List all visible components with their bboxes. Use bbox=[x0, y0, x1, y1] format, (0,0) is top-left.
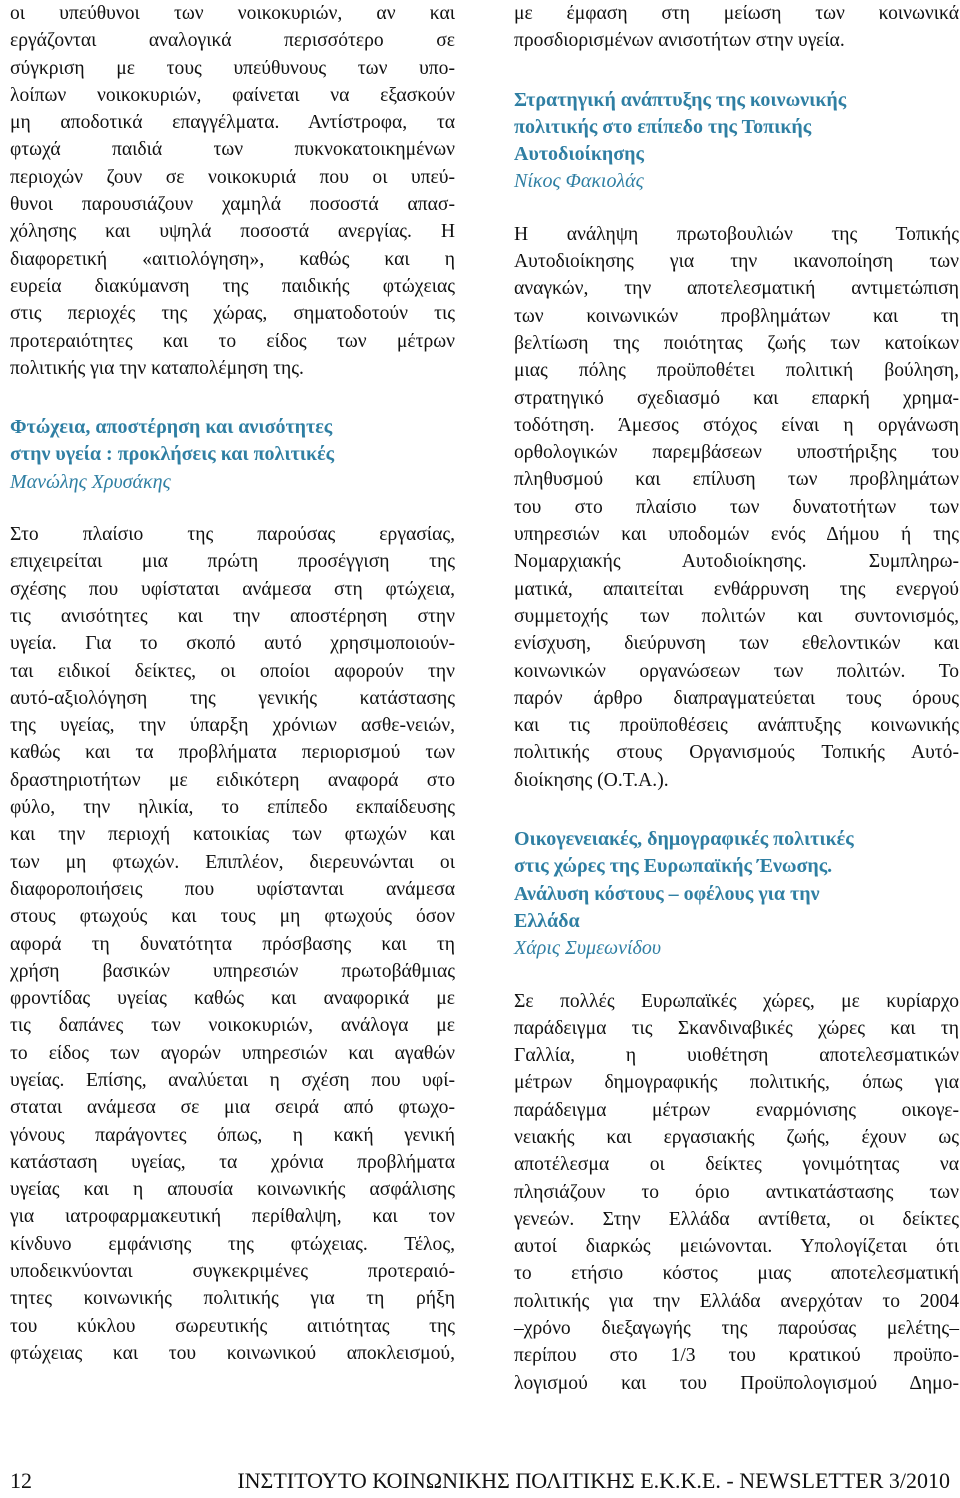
text-line: της υγείας, την ύπαρξη χρόνιων ασθε-νειών, bbox=[10, 715, 455, 737]
text-line: Η ανάληψη πρωτοβουλιών της Τοπικής bbox=[514, 223, 959, 245]
page-footer bbox=[10, 1468, 950, 1494]
text-line: αυτοί διαρκώς μειώνονται. Υπολογίζεται ότι bbox=[514, 1236, 959, 1258]
text-line: τητες κοινωνικής πολιτικής για τη ρήξη bbox=[10, 1288, 455, 1310]
text-line: Στο πλαίσιο της παρούσας εργασίας, bbox=[10, 524, 455, 546]
text-line: φύλο, την ηλικία, το επίπεδο εκπαίδευσης bbox=[10, 797, 455, 819]
text-line: στις περιοχές της χώρας, σηματοδοτούν τις bbox=[10, 303, 455, 325]
text-line: πολιτικής στο επίπεδο της Τοπικής bbox=[514, 115, 812, 138]
text-line: φτώχειας και του κοινωνικού αποκλεισμού, bbox=[10, 1342, 455, 1364]
text-line: πολιτικής για την καταπολέμηση της. bbox=[10, 357, 304, 379]
text-line: τοδότηση. Άμεσος στόχος είναι η οργάνωση bbox=[514, 414, 959, 436]
text-line: με έμφαση στη μείωση των κοινωνικά bbox=[514, 3, 959, 24]
article-title bbox=[10, 414, 455, 469]
text-line: διαφορετική «αιτιολόγηση», καθώς και η bbox=[10, 248, 455, 270]
article-author: Νίκος Φακιολάς bbox=[514, 170, 644, 193]
text-line: βελτίωση της ποιότητας ζωής των κατοίκων bbox=[514, 332, 959, 354]
text-line: Φτώχεια, αποστέρηση και ανισότητες bbox=[10, 416, 333, 439]
text-line: παρόν άρθρο διαπραγματεύεται τους όρους bbox=[514, 687, 959, 709]
left-column bbox=[10, 0, 455, 1367]
text-line: το είδος των αγορών υπηρεσιών και αγαθών bbox=[10, 1042, 455, 1064]
text-line: σύγκριση με τους υπεύθυνους των υπο- bbox=[10, 57, 455, 79]
text-line: και τις προϋποθέσεις ανάπτυξης κοινωνικής bbox=[514, 715, 959, 737]
text-line: θυνοι παρουσιάζουν χαμηλά ποσοστά απασ- bbox=[10, 194, 455, 216]
text-line: Ελλάδα bbox=[514, 909, 580, 932]
text-line: παράδειγμα τις Σκανδιναβικές χώρες και τη bbox=[514, 1017, 959, 1039]
text-line: των κοινωνικών προβλημάτων και τη bbox=[514, 305, 959, 327]
publication-name: ΙΝΣΤΙΤΟΥΤΟ ΚΟΙΝΩΝΙΚΗΣ ΠΟΛΙΤΙΚΗΣ Ε.Κ.Κ.Ε. - NEWSLETTER 3/2010 bbox=[237, 1468, 950, 1493]
text-line: για ιατροφαρμακευτική περίθαλψη, και τον bbox=[10, 1206, 455, 1228]
text-line: ευρεία διακύμανση της παιδικής φτώχειας bbox=[10, 275, 455, 297]
article-author: Χάρις Συμεωνίδου bbox=[514, 937, 662, 960]
text-line: περιοχών ζουν σε νοικοκυριά που οι υπεύ- bbox=[10, 166, 455, 188]
article-body bbox=[514, 988, 959, 1397]
text-line: ται ειδικοί δείκτες, οι οποίοι αφορούν την bbox=[10, 660, 455, 682]
text-line: διοίκησης (Ο.Τ.Α.). bbox=[514, 769, 669, 791]
text-line: χόλησης και υψηλά ποσοστά ανεργίας. Η bbox=[10, 221, 455, 243]
text-line: μη αποδοτικά επαγγέλματα. Αντίστροφα, τα bbox=[10, 112, 455, 134]
text-line: υπηρεσιών και υποδομών ενός Δήμου ή της bbox=[514, 524, 959, 546]
text-line: Ανάλυση κόστους – οφέλους για την bbox=[514, 882, 820, 905]
text-line: παράδειγμα μέτρων εναρμόνισης οικογε- bbox=[514, 1099, 959, 1121]
text-line: πλησιάζουν το όριο αντικατάστασης των bbox=[514, 1181, 959, 1203]
text-line: συμμετοχής των πολιτών και συντονισμός, bbox=[514, 605, 959, 627]
right-intro-paragraph bbox=[514, 0, 959, 55]
text-line: κατάσταση υγείας, τα χρόνια προβλήματα bbox=[10, 1151, 455, 1173]
page-number: 12 bbox=[10, 1468, 32, 1493]
text-line: πληθυσμού και επίλυση των προβλημάτων bbox=[514, 469, 959, 491]
text-line: περίπου στο 1/3 του κρατικού προϋπο- bbox=[514, 1345, 959, 1367]
text-line: του κύκλου σωρευτικής αιτιότητας της bbox=[10, 1315, 455, 1337]
text-line: φτωχά παιδιά των πυκνοκατοικημένων bbox=[10, 139, 455, 161]
text-line: τις ανισότητες και την αποστέρηση στην bbox=[10, 605, 455, 627]
text-line: διαφοροποιήσεις που υφίστανται ανάμεσα bbox=[10, 878, 455, 900]
text-line: προσδιορισμένων ανισοτήτων στην υγεία. bbox=[514, 30, 845, 52]
text-line: αυτό-αξιολόγηση της γενικής κατάστασης bbox=[10, 687, 455, 709]
left-intro-paragraph bbox=[10, 0, 455, 382]
text-line: του στο πλαίσιο των δυνατοτήτων των bbox=[514, 496, 959, 518]
text-line: υγείας και η απουσία κοινωνικής ασφάλισης bbox=[10, 1179, 455, 1201]
text-line: ορθολογικών παρεμβάσεων υποστήριξης του bbox=[514, 442, 959, 464]
article-body bbox=[514, 221, 959, 794]
text-line: Αυτοδιοίκησης bbox=[514, 143, 644, 166]
text-line: νειακής και εργασιακής ζωής, έχουν ως bbox=[514, 1126, 959, 1148]
text-line: χρήση βασικών υπηρεσιών πρωτοβάθμιας bbox=[10, 960, 455, 982]
text-line: υποδεικνύονται συγκεκριμένες προτεραιό- bbox=[10, 1261, 455, 1283]
text-line: φροντίδας υγείας καθώς και αναφορικά με bbox=[10, 988, 455, 1010]
text-line: εργάζονται αναλογικά περισσότερο σε bbox=[10, 30, 455, 52]
text-line: στην υγεία : προκλήσεις και πολιτικές bbox=[10, 443, 335, 466]
text-line: οι υπεύθυνοι των νοικοκυριών, αν και bbox=[10, 3, 455, 24]
text-line: πολιτικής στους Οργανισμούς Τοπικής Αυτό- bbox=[514, 742, 959, 764]
text-line: κίνδυνο εμφάνισης της φτώχειας. Τέλος, bbox=[10, 1233, 455, 1255]
text-line: γόνους παράγοντες όπως, η κακή γενική bbox=[10, 1124, 455, 1146]
text-line: το ετήσιο κόστος μιας αποτελεσματική bbox=[514, 1263, 959, 1285]
article-author: Μανώλης Χρυσάκης bbox=[10, 470, 171, 493]
text-line: ενίσχυση, διεύρυνση των εθελοντικών και bbox=[514, 633, 959, 655]
text-line: αναγκών, την αποτελεσματική αντιμετώπιση bbox=[514, 278, 959, 300]
text-line: και την περιοχή κατοικίας των φτωχών και bbox=[10, 824, 455, 846]
text-line: δραστηριοτήτων με ειδικότερη αναφορά στο bbox=[10, 769, 455, 791]
text-line: τις δαπάνες των νοικοκυριών, ανάλογα με bbox=[10, 1015, 455, 1037]
text-line: καθώς και τα προβλήματα περιορισμού των bbox=[10, 742, 455, 764]
text-line: λοίπων νοικοκυριών, φαίνεται να εξασκούν bbox=[10, 84, 455, 106]
text-line: λογισμού και του Προϋπολογισμού Δημο- bbox=[514, 1372, 959, 1394]
text-line: Αυτοδιοίκησης για την ικανοποίηση των bbox=[514, 251, 959, 273]
text-line: Σε πολλές Ευρωπαϊκές χώρες, με κυρίαρχο bbox=[514, 990, 959, 1012]
text-line: κοινωνικών οργανώσεων των πολιτών. Το bbox=[514, 660, 959, 682]
text-line: ματικά, απαιτείται ενθάρρυνση της ενεργού bbox=[514, 578, 959, 600]
text-line: αφορά τη δυνατότητα πρόσβασης και τη bbox=[10, 933, 455, 955]
text-line: μέτρων δημογραφικής πολιτικής, όπως για bbox=[514, 1072, 959, 1094]
text-line: αποτέλεσμα οι δείκτες γονιμότητας να bbox=[514, 1154, 959, 1176]
text-line: σταται ανάμεσα σε μια σειρά από φτωχο- bbox=[10, 1097, 455, 1119]
text-line: προτεραιότητες και το είδος των μέτρων bbox=[10, 330, 455, 352]
right-column bbox=[514, 0, 959, 1397]
text-line: υγείας. Επίσης, αναλύεται η σχέση που υφί- bbox=[10, 1069, 455, 1091]
text-line: επιχειρείται μια πρώτη προσέγγιση της bbox=[10, 551, 455, 573]
text-line: των μη φτωχών. Επιπλέον, διερευνώνται οι bbox=[10, 851, 455, 873]
text-line: –χρόνο διεξαγωγής της παρούσας μελέτης– bbox=[514, 1318, 959, 1340]
text-line: Γαλλία, η υιοθέτηση αποτελεσματικών bbox=[514, 1045, 959, 1067]
text-line: πολιτικής για την Ελλάδα ανερχόταν το 2004 bbox=[514, 1290, 959, 1312]
text-line: στρατηγικό σχεδιασμό και επαρκή χρημα- bbox=[514, 387, 959, 409]
text-line: Στρατηγική ανάπτυξης της κοινωνικής bbox=[514, 88, 847, 111]
text-line: γενεών. Στην Ελλάδα αντίθετα, οι δείκτες bbox=[514, 1208, 959, 1230]
text-line: Οικογενειακές, δημογραφικές πολιτικές bbox=[514, 828, 854, 851]
article-title bbox=[514, 826, 959, 935]
text-line: Νομαρχιακής Αυτοδιοίκησης. Συμπληρω- bbox=[514, 551, 959, 573]
text-line: στους φτωχούς και τους μη φτωχούς όσον bbox=[10, 906, 455, 928]
text-line: σχέσης που υφίσταται ανάμεσα στη φτώχεια, bbox=[10, 578, 455, 600]
text-line: στις χώρες της Ευρωπαϊκής Ένωσης. bbox=[514, 855, 833, 878]
text-line: μιας πόλης προϋποθέτει πολιτική βούληση, bbox=[514, 360, 959, 382]
article-body bbox=[10, 521, 455, 1367]
text-line: υγεία. Για το σκοπό αυτό χρησιμοποιούν- bbox=[10, 633, 455, 655]
article-title bbox=[514, 87, 959, 169]
